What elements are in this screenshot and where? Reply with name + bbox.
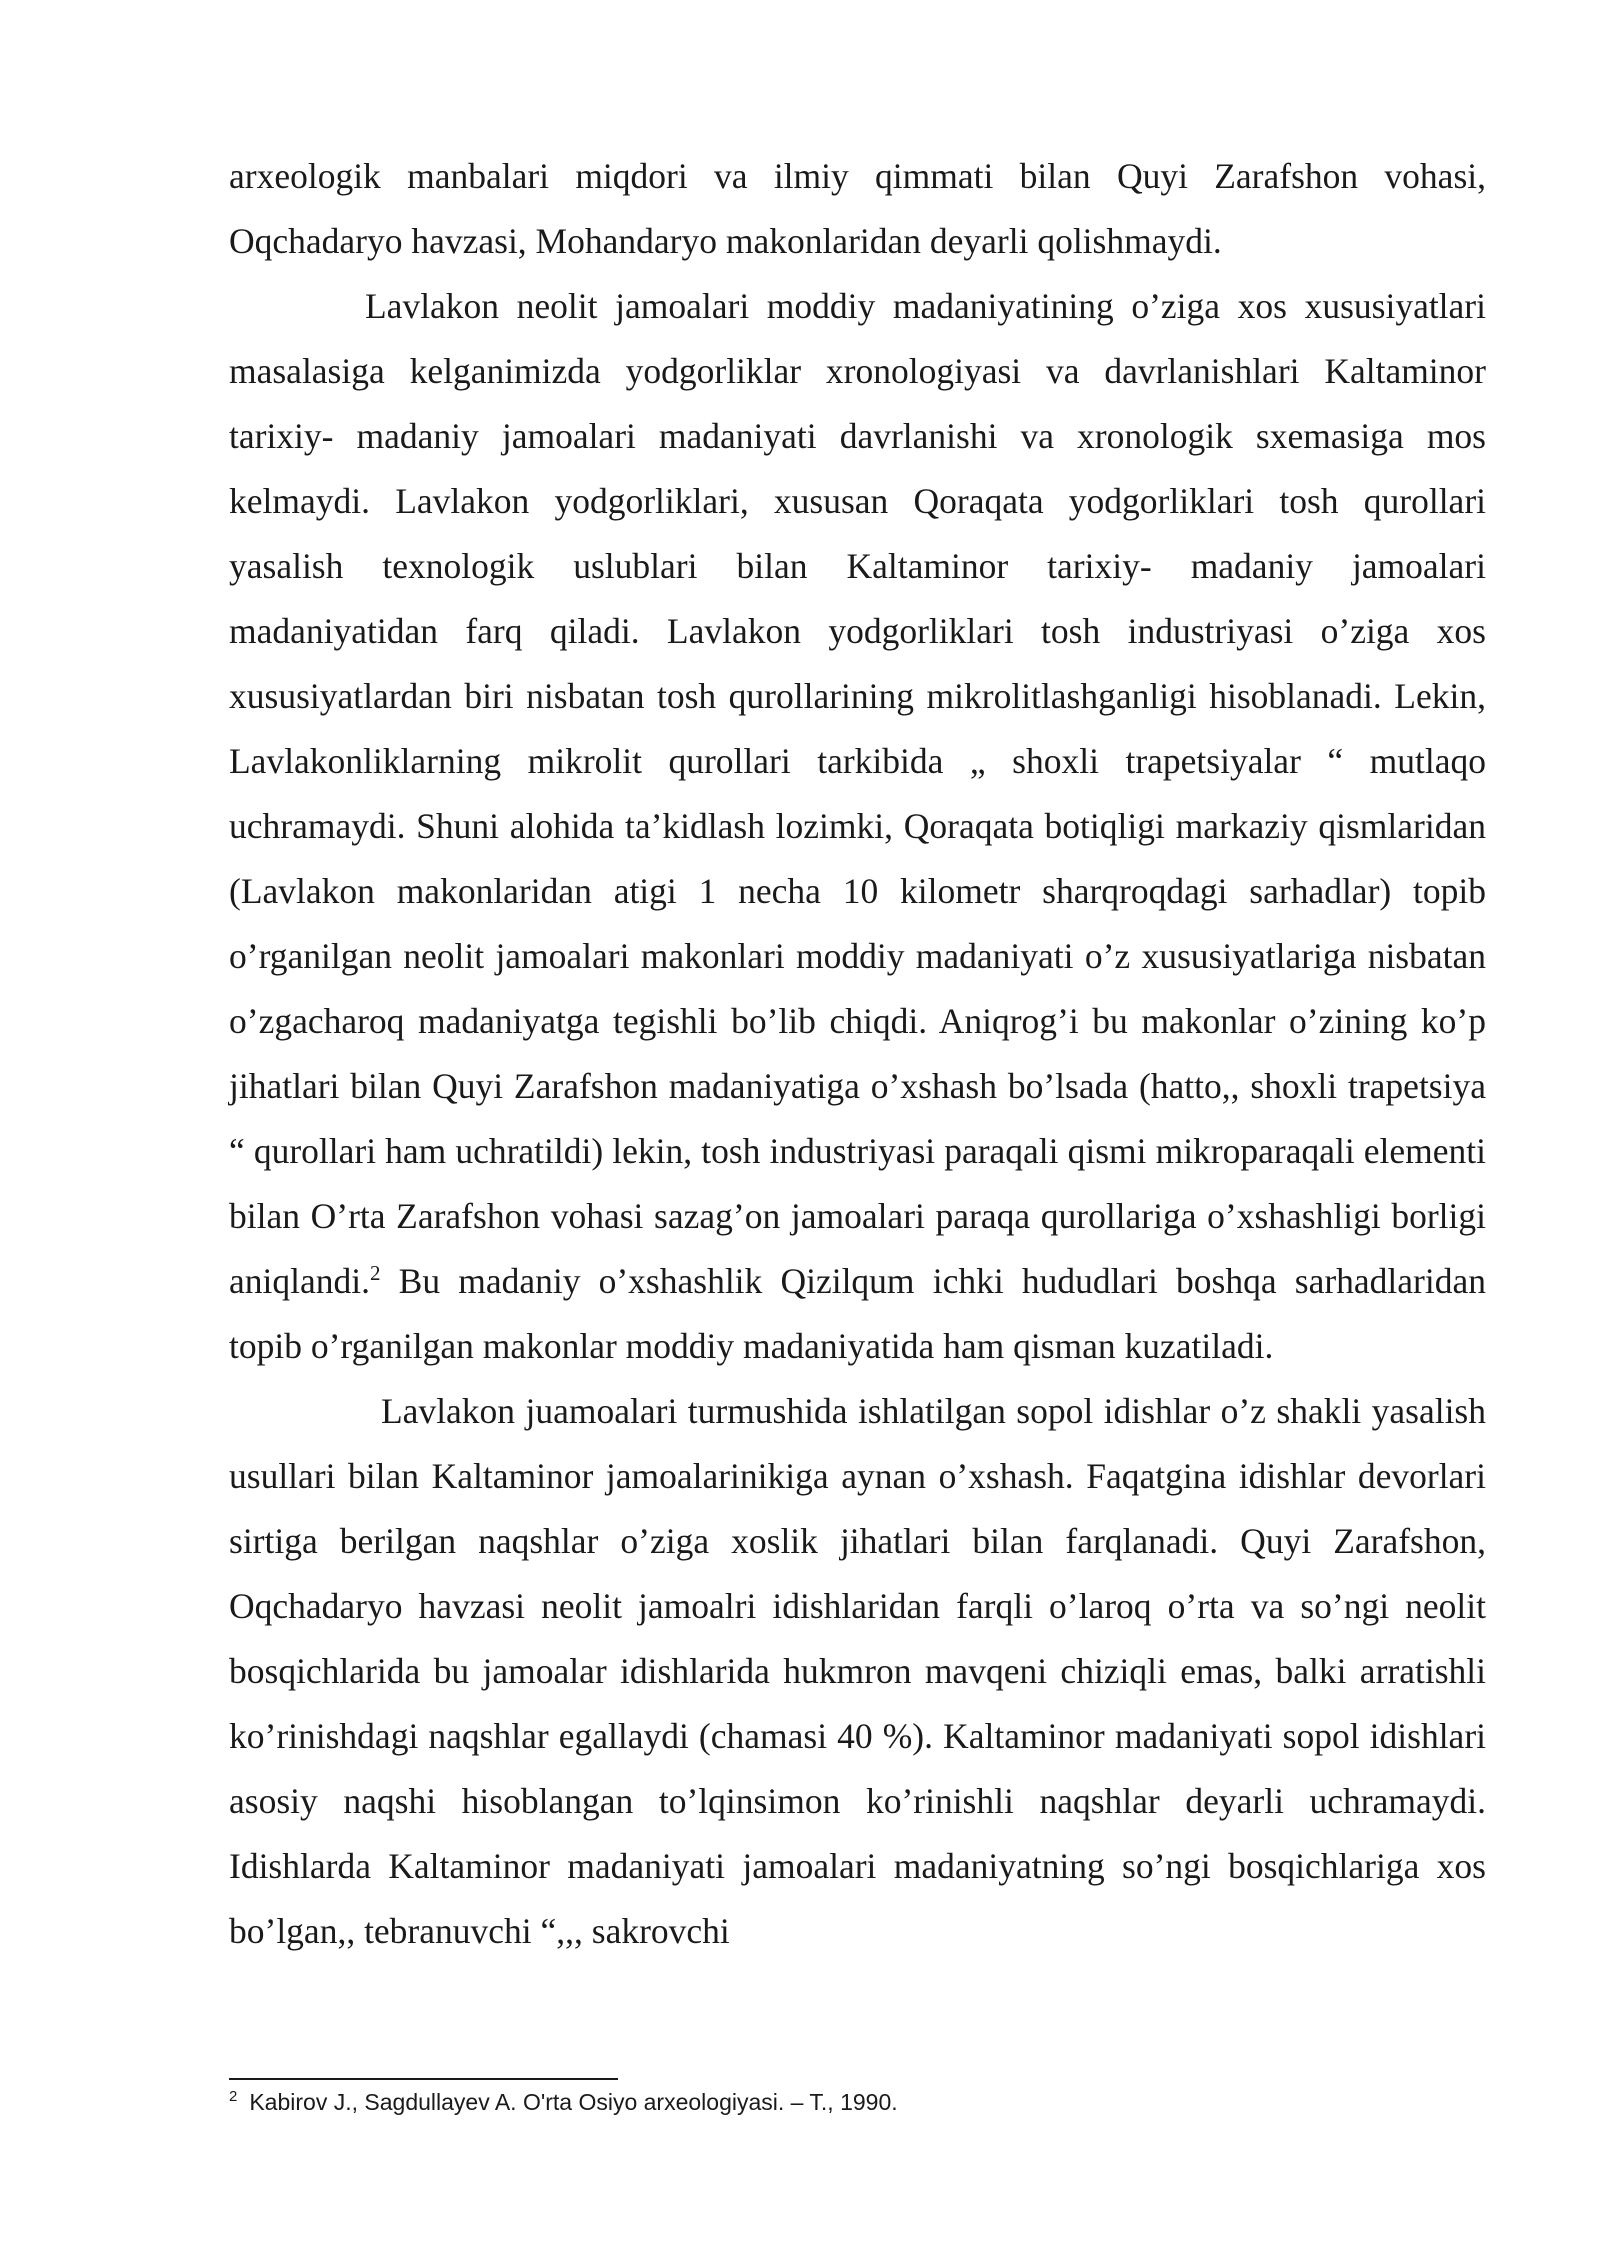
paragraph-text: Bu madaniy o’xshashlik Qizilqum ichki hududlari boshqa sarhadlaridan topib o’rganilgan makonlar moddiy madaniyatida ham qisman kuzatiladi. <box>229 1261 1486 1366</box>
body-text <box>229 144 1486 1964</box>
footnote <box>229 2087 1486 2117</box>
paragraph-continuation: arxeologik manbalari miqdori va ilmiy qimmati bilan Quyi Zarafshon vohasi, Oqchadaryo havzasi, Mohandaryo makonlaridan deyarli qolishmaydi. <box>229 156 1486 261</box>
footnote-reference[interactable]: 2 <box>369 1261 381 1286</box>
paragraph-pottery: Lavlakon juamoalari turmushida ishlatilgan sopol idishlar o’z shakli yasalish usullari bilan Kaltaminor jamoalarinikiga aynan o’xshash. Faqatgina idishlar devorlari sirtiga berilgan naqshlar o’ziga xoslik jihatlari bilan farqlanadi. Quyi Zarafshon, Oqchadaryo havzasi neolit jamoalri idishlaridan farqli o’laroq o’rta va so’ngi neolit bosqichlarida bu jamoalar idishlarida hukmron mavqeni chiziqli emas, balki arratishli ko’rinishdagi naqshlar egallaydi (chamasi 40 %). Kaltaminor madaniyati sopol idishlari asosiy naqshi hisoblangan to’lqinsimon ko’rinishli naqshlar deyarli uchramaydi. Idishlarda Kaltaminor madaniyati jamoalari madaniyatning so’ngi bosqichlariga xos bo’lgan,, tebranuvchi “,,, sakrovchi <box>229 1391 1486 1951</box>
paragraph-lavlakon-culture <box>229 274 1486 1379</box>
footnote-text: Kabirov J., Sagdullayev A. O'rta Osiyo arxeologiyasi. – T., 1990. <box>249 2089 898 2115</box>
footnote-number: 2 <box>229 2088 238 2106</box>
footnote-separator <box>229 2078 618 2080</box>
paragraph-text: Lavlakon neolit jamoalari moddiy madaniyatining o’ziga xos xususiyatlari masalasiga kelganimizda yodgorliklar xronologiyasi va davrlanishlari Kaltaminor tarixiy- madaniy jamoalari madaniyati davrlanishi va xronologik sxemasiga mos kelmaydi. Lavlakon yodgorliklari, xususan Qoraqata yodgorliklari tosh qurollari yasalish texnologik uslublari bilan Kaltaminor tarixiy- madaniy jamoalari madaniyatidan farq qiladi. Lavlakon yodgorliklari tosh industriyasi o’ziga xos xususiyatlardan biri nisbatan tosh qurollarining mikrolitlashganligi hisoblanadi. Lekin, Lavlakonliklarning mikrolit qurollari tarkibida „ shoxli trapetsiyalar “ mutlaqo uchramaydi. Shuni alohida ta’kidlash lozimki, Qoraqata botiqligi markaziy qismlaridan (Lavlakon makonlaridan atigi 1 necha 10 kilometr sharqroqdagi sarhadlar) topib o’rganilgan neolit jamoalari makonlari moddiy madaniyati o’z xususiyatlariga nisbatan o’zgacharoq madaniyatga tegishli bo’lib chiqdi. Aniqrog’i bu makonlar o’zining ko’p jihatlari bilan Quyi Zarafshon madaniyatiga o’xshash bo’lsada (hatto,, shoxli trapetsiya “ qurollari ham uchratildi) lekin, tosh industriyasi paraqali qismi mikroparaqali elementi bilan O’rta Zarafshon vohasi sazag’on jamoalari paraqa qurollariga o’xshashligi borligi aniqlandi. <box>229 286 1486 1301</box>
